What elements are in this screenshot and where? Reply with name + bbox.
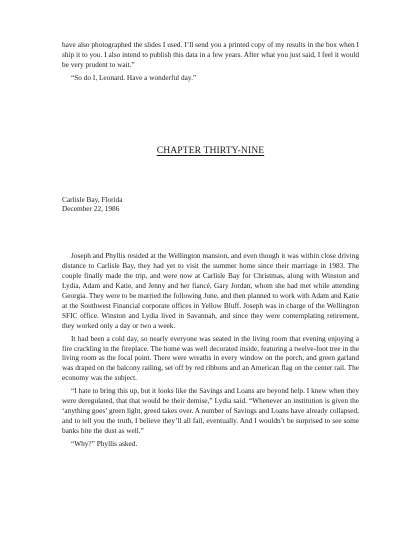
dateline [62, 195, 359, 215]
body-paragraph: “I hate to bring this up, but it looks like the Savings and Loans are beyond help. I knew when they were deregulated, that that would be their demise,” Lydia said. “Whenever an institution is given the ‘anything goes’ green light, greed takes over. A number of Savings and Loans have already collapsed, and to tell you the truth, I believe they’ll all fail, eventually. And I wouldn’t be surprised to see some banks bite the dust as well.” [62, 386, 359, 435]
book-page [62, 40, 359, 449]
body-paragraph: “Why?” Phyllis asked. [71, 438, 138, 448]
dateline-date: December 22, 1986 [62, 204, 120, 214]
chapter-title: CHAPTER THIRTY-NINE [156, 144, 265, 156]
opening-paragraph: have also photographed the slides I used. I’ll send you a printed copy of my results in the box when I ship it to you. I also intend to publish this data in a few years. After what you just said, I feel it would be very prudent to wait.” [62, 40, 359, 69]
body-paragraph: It had been a cold day, so nearly everyone was seated in the living room that evening enjoying a fire crackling in the fireplace. The home was well decorated inside, featuring a twelve-foot tree in the living room as the focal point. There were wreaths in every window on the porch, and green garland was draped on the balcony railing, set off by red ribbons and an American flag on the center rail. The economy was the subject. [62, 333, 359, 383]
dialogue-paragraph: “So do I, Leonard. Have a wonderful day.” [71, 72, 197, 82]
body-paragraph: Joseph and Phyllis resided at the Wellington mansion, and even though it was within close driving distance to Carlisle Bay, they had yet to visit the summer home since their marriage in 1983. The couple finally made the trip, and were now at Carlisle Bay for Christmas, along with Winston and Lydia, Adam and Katie, and Jenny and her fiancé, Gary Jordan, whom she had met while attending Georgia. They were to be married the following June, and then planned to work with Adam and Katie at the Southwest Financial corporate offices in Yellow Bluff. Joseph was in charge of the Wellington SFIC office. Winston and Lydia lived in Savannah, and since they were contemplating retirement, they worked only a day or two a week. [62, 251, 359, 330]
dateline-place: Carlisle Bay, Florida [62, 194, 123, 204]
